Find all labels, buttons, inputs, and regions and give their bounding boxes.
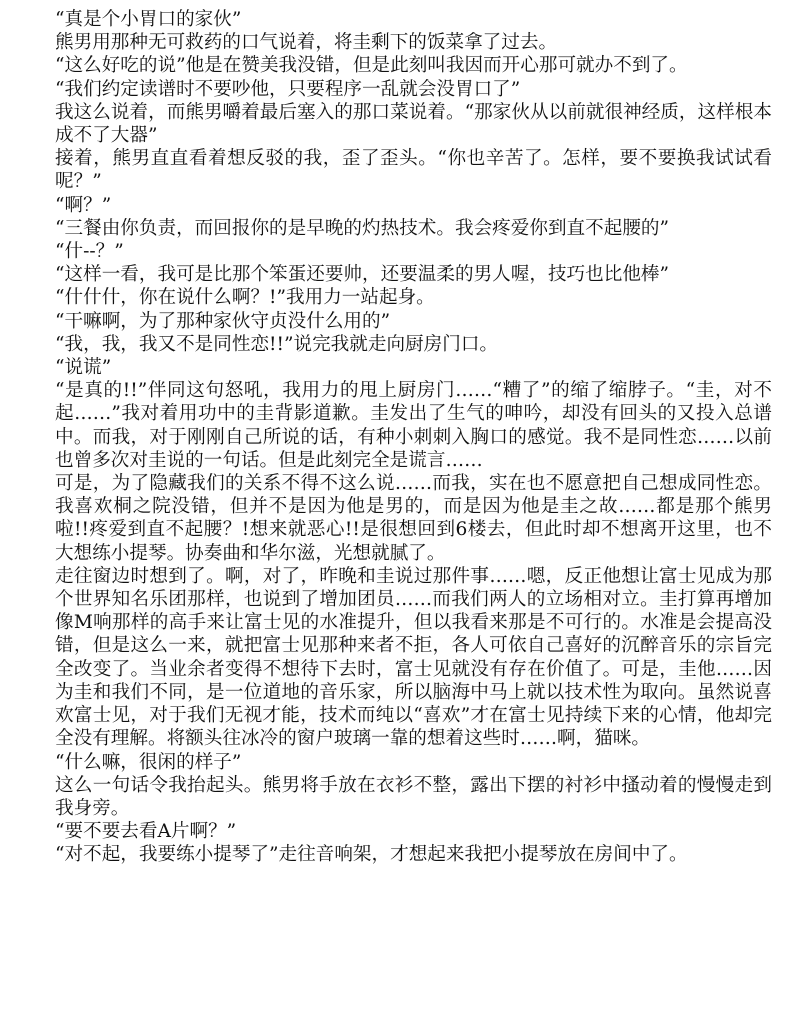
paragraph: 这么一句话令我抬起头。熊男将手放在衣衫不整，露出下摆的衬衫中搔动着的慢慢走到我身旁。: [55, 774, 772, 819]
paragraph: “我们约定读谱时不要吵他，只要程序一乱就会没胃口了”: [55, 78, 521, 100]
paragraph: “这样一看，我可是比那个笨蛋还要帅，还要温柔的男人喔，技巧也比他棒”: [55, 264, 670, 286]
paragraph: “三餐由你负责，而回报你的是早晚的灼热技术。我会疼爱你到直不起腰的”: [55, 217, 670, 239]
paragraph: “真是个小胃口的家伙”: [55, 9, 242, 30]
paragraph: 接着，熊男直直看着想反驳的我，歪了歪头。“你也辛苦了。怎样，要不要换我试试看呢？”: [55, 148, 772, 193]
paragraph: 我这么说着，而熊男嚼着最后塞入的那口菜说着。“那家伙从以前就很神经质，这样根本成不了大器”: [55, 101, 772, 147]
paragraph: 熊男用那种无可救药的口气说着，将圭剩下的饭菜拿了过去。: [55, 32, 558, 54]
paragraph: “对不起，我要练小提琴了”走往音响架，才想起来我把小提琴放在房间中了。: [55, 844, 688, 866]
paragraph: 走往窗边时想到了。啊，对了，昨晚和圭说过那件事……嗯，反正他想让富士见成为那个世界知名乐团那样，也说到了增加团员……而我们两人的立场相对立。圭打算再增加像M响那样的高手来让富士见的水准提升，但以我看来那是不可行的。水准是会提高没错，但是这么一来，就把富士见那种来者不拒，各人可依自己喜好的沉醉音乐的宗旨完全改变了。当业余者变得不想待下去时，富士见就没有存在价值了。可是，圭他……因为圭和我们不同，是一位道地的音乐家，所以脑海中马上就以技术性为取向。虽然说喜欢富士见，对于我们无视才能，技术而纯以“喜欢”才在富士见持续下来的心情，他却完全没有理解。将额头往冰冷的窗户玻璃一靠的想着这些时……啊，猫咪。: [55, 565, 772, 750]
paragraph: “啊？”: [55, 194, 112, 216]
paragraph: “什什什，你在说什么啊？!”我用力一站起身。: [55, 287, 435, 309]
paragraph: “这么好吃的说”他是在赞美我没错，但是此刻叫我因而开心那可就办不到了。: [55, 55, 688, 77]
paragraph: “干嘛啊，为了那种家伙守贞没什么用的”: [55, 310, 391, 332]
paragraph: “我，我，我又不是同性恋!!”说完我就走向厨房门口。: [55, 333, 499, 355]
paragraph: “什么嘛，很闲的样子”: [55, 751, 242, 773]
paragraph: 可是，为了隐藏我们的关系不得不这么说……而我，实在也不愿意把自己想成同性恋。我喜欢桐之院没错，但并不是因为他是男的，而是因为他是圭之故……都是那个熊男啦!!疼爱到直不起腰？!想来就恶心!!是很想回到6楼去，但此时却不想离开这里，也不大想练小提琴。协奏曲和华尔滋，光想就腻了。: [55, 473, 772, 564]
paragraph: “什--？”: [55, 241, 124, 263]
paragraph: “要不要去看A片啊？”: [55, 821, 237, 843]
paragraph: “说谎”: [55, 357, 112, 379]
paragraph: “是真的!!”伴同这句怒吼，我用力的甩上厨房门……“糟了”的缩了缩脖子。“圭，对不起……”我对着用功中的圭背影道歉。圭发出了生气的呻吟，却没有回头的又投入总谱中。而我，对于刚刚自己所说的话，有种小刺刺入胸口的感觉。我不是同性恋……以前也曾多次对圭说的一句话。但是此刻完全是谎言……: [55, 380, 772, 471]
